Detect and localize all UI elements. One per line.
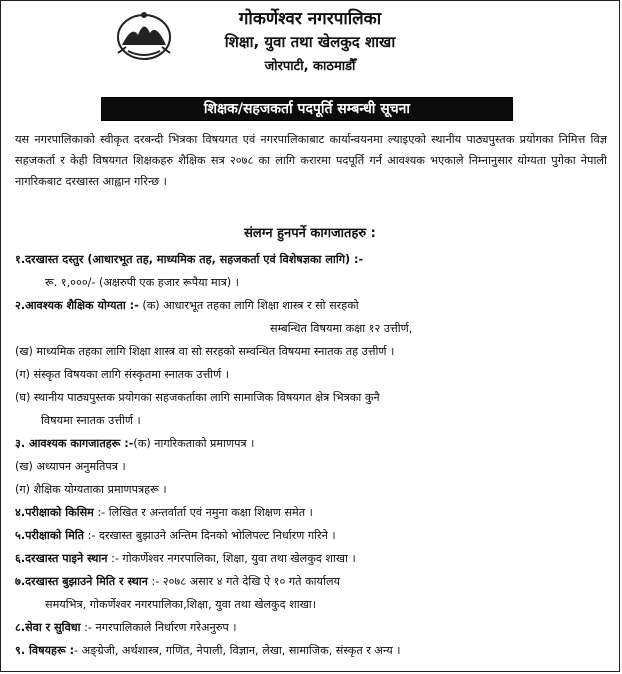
list-item [15,501,609,524]
list-item [15,639,609,662]
list-item: रू. १,०००/- (अक्षरुपी एक हजार रूपैया मात्र) । [45,276,239,289]
department-name: शिक्षा, युवा तथा खेलकुद शाखा [224,33,396,51]
intro-paragraph: यस नगरपालिकाको स्वीकृत दरबन्दी भित्रका विषयगत एवं नगरपालिकाबाट कार्यान्वयनमा ल्याइएको स्थानीय पाठ्यपुस्तक प्रयोगका निमित्त विज्ञ सहजकर्ता र केही विषयगत शिक्षकहरु शैक्षिक सत्र २०७८ का लागि करारमा पदपूर्ति गर्न आवश्यक भएकाले निम्नानुसार योग्यता पुगेका नेपाली नागरिकबाट दरखास्त आह्वान गरिन्छ । [15,133,607,188]
item-heading: १.दरखास्त दस्तुर (आधारभूत तह, माध्यमिक तह, सहजकर्ता एवं विशेषज्ञका लागि) :- [15,253,364,266]
requirements-list [15,248,609,662]
item-text: :- दरखास्त बुझाउने अन्तिम दिनको भोलिपल्ट निर्धारण गरिने । [87,529,336,542]
list-item: (घ) स्थानीय पाठ्यपुस्तक प्रयोगका सहजकर्ताका लागि सामाजिक विषयगत क्षेत्र भित्रका कुनै [15,391,380,404]
item-text: :- गोकर्णेश्वर नगरपालिका, शिक्षा, युवा तथा खेलकुद शाखा । [111,552,356,565]
list-item: विषयमा स्नातक उत्तीर्ण । [41,414,141,427]
list-item [15,432,609,455]
item-heading: ५.परीक्षाको मिति [15,529,85,542]
header [1,1,619,95]
item-text: (क) नागरिकताको प्रमाणपत्र । [133,437,255,450]
required-documents-heading: संलग्न हुनपर्ने कागजातहरु : [244,226,376,241]
item-text: :- लिखित र अन्तर्वार्ता एवं नमुना कक्षा शिक्षण समेत । [97,506,313,519]
item-heading: २.आवश्यक शैक्षिक योग्यता :- [15,299,139,312]
list-item: सम्बन्धित विषयमा कक्षा १२ उत्तीर्ण, [270,322,413,335]
list-item [15,616,609,639]
org-name: गोकर्णेश्वर नगरपालिका [238,9,382,29]
list-item: (ग) संस्कृत विषयका लागि संस्कृतमा स्नातक उत्तीर्ण । [15,368,229,381]
item-heading: ६.दरखास्त पाइने स्थान [15,552,108,565]
item-heading: ३. आवश्यक कागजातहरू :- [15,437,134,450]
item-heading: ४.परीक्षाको किसिम [15,506,94,519]
item-text: - अङ्ग्रेजी, अर्थशास्त्र, गणित, नेपाली, विज्ञान, लेखा, सामाजिक, संस्कृत र अन्य । [74,644,401,657]
notice-title: शिक्षक/सहजकर्ता पदपूर्ति सम्बन्धी सूचना [101,97,513,121]
list-item: (ग) शैक्षिक योग्यताका प्रमाणपत्रहरू । [15,483,167,496]
item-text: (क) आधारभूत तहका लागि शिक्षा शास्त्र र सो सरहको [142,299,359,312]
item-heading: ७.दरखास्त बुझाउने मिति र स्थान [15,575,148,588]
list-item [15,547,609,570]
item-heading: ९. विषयहरू : [15,644,75,657]
list-item [15,570,609,593]
list-item: (ख) माध्यमिक तहका लागि शिक्षा शास्त्र वा सो सरहको सम्वन्धित विषयमा स्नातक तह उत्तीर्ण । [15,345,395,358]
item-text: :- २०७८ असार ४ गते देखि ऐ १० गते कार्यालय [151,575,341,588]
list-item: समयभित्र, गोकर्णेश्वर नगरपालिका,शिक्षा, युवा तथा खेलकुद शाखा। [45,598,316,611]
list-item [15,524,609,547]
item-text: :- नगरपालिकाले निर्धारण गरेअनुरुप । [84,621,237,634]
item-heading: ८.सेवा र सुविधा [15,621,81,634]
list-item [15,248,609,271]
list-item [15,294,609,317]
list-item: (ख) अध्यापन अनुमतिपत्र । [15,460,126,473]
address: जोरपाटी, काठमाडौँ [264,59,356,74]
